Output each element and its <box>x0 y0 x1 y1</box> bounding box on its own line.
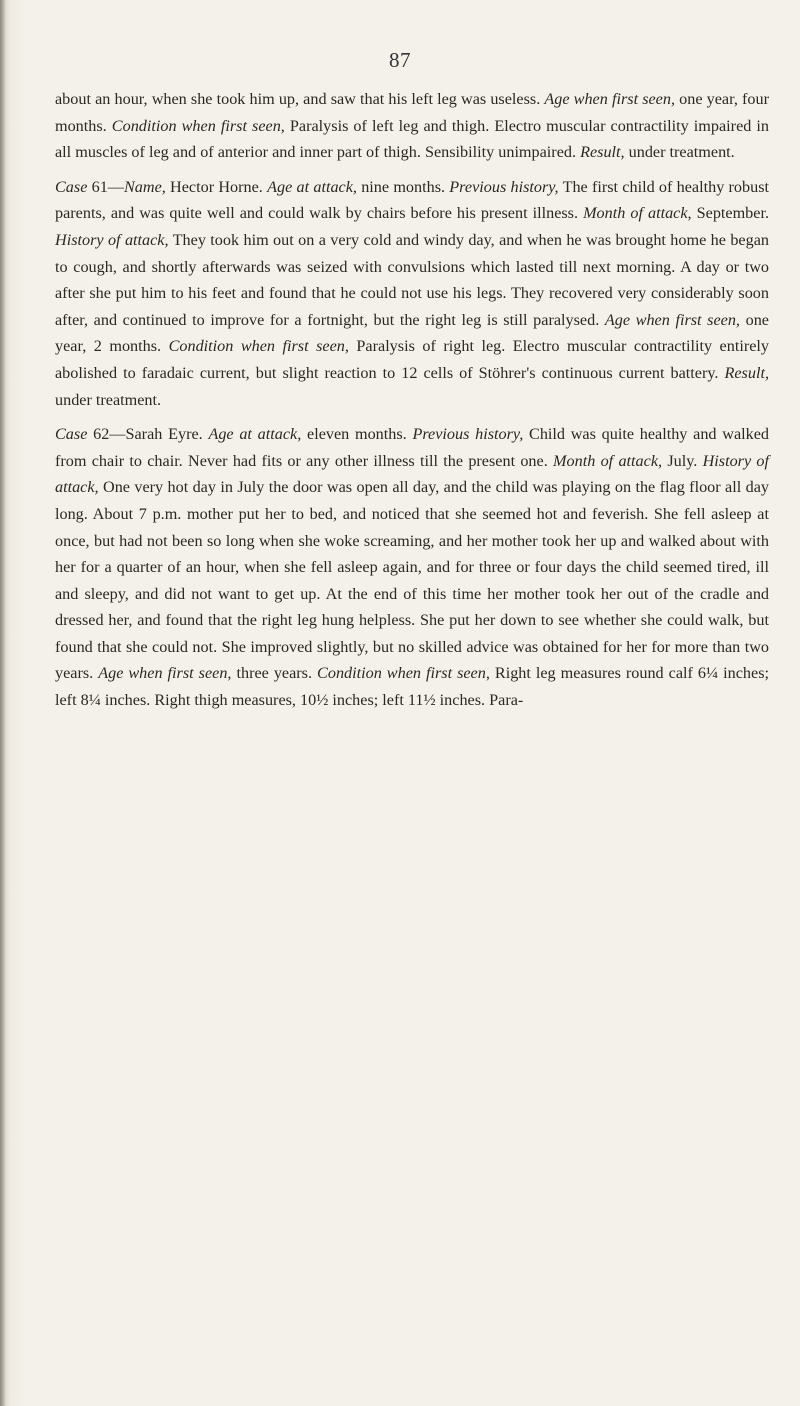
italic-run: Previous history, <box>412 425 524 444</box>
text-run: eleven months. <box>301 425 413 444</box>
text-run: three years. <box>231 664 318 683</box>
italic-run: Case <box>55 425 88 444</box>
text-run: 62—Sarah Eyre. <box>87 425 209 444</box>
italic-run: Previous history, <box>449 177 559 196</box>
text-run: Right leg measures round calf 6¼ inches; left 8¼ inches. Right thigh measures, 10½ inches; left 11½ inches. Para- <box>55 664 770 710</box>
text-run: Hector Horne. <box>165 177 268 196</box>
text-run: one year, 2 months. <box>55 310 769 356</box>
text-run: The first child of healthy robust parents, and was quite well and could walk by chairs before his present illness. <box>55 177 770 223</box>
italic-run: Case <box>55 177 88 196</box>
text-run: nine months. <box>356 177 450 196</box>
italic-run: Result, <box>580 143 625 162</box>
italic-run: Age at attack, <box>267 177 357 196</box>
italic-run: History of attack, <box>55 451 770 497</box>
italic-run: Month of attack, <box>583 204 692 223</box>
text-run: Paralysis of left leg and thigh. Electro muscular contractility impaired in all muscles of leg and of anterior and inner part of thigh. Sensibility unimpaired. <box>55 116 770 162</box>
text-run: September. <box>691 204 770 223</box>
text-run: Child was quite healthy and walked from chair to chair. Never had fits or any other illness till the present one. <box>55 425 770 470</box>
italic-run: Name, <box>124 177 166 196</box>
italic-run: Age when first seen, <box>604 310 740 329</box>
binding-shadow <box>0 0 6 1406</box>
page-number: 87 <box>389 48 411 72</box>
italic-run: Month of attack, <box>553 451 663 470</box>
text-run: under treatment. <box>624 143 735 162</box>
text-run: about an hour, when she took him up, and saw that his left leg was useless. <box>55 90 545 108</box>
text-run: One very hot day in July the door was open all day, and the child was playing on the flag floor all day long. About 7 p.m. mother put her to bed, and noticed that she seemed hot and feverish. She fell asleep at once, but had not been so long when she woke screaming, and her mother took her up and walked about with her for a quarter of an hour, when she fell asleep again, and for three or four days the child seemed tired, ill and sleepy, and did not want to get up. At the end of this time her mother took her out of the cradle and dressed her, and found that the right leg hung helpless. She put her down to see whether she could walk, but found that she could not. She improved slightly, but no skilled advice was obtained for her for more than two years. <box>55 478 769 683</box>
italic-run: Condition when first seen, <box>111 116 285 135</box>
italic-run: Age when first seen, <box>98 664 232 683</box>
italic-run: History of attack, <box>55 230 169 249</box>
text-run: July. <box>662 451 703 470</box>
italic-run: Condition when first seen, <box>317 664 490 683</box>
italic-run: Age when first seen, <box>544 90 676 108</box>
body-text <box>55 86 769 722</box>
italic-run: Condition when first seen, <box>168 337 349 356</box>
paragraph-case-60-continued <box>55 86 769 166</box>
italic-run: Result, <box>724 363 769 382</box>
paragraph-case-62 <box>55 421 769 714</box>
text-run: under treatment. <box>55 390 162 409</box>
paragraph-case-61 <box>55 174 769 413</box>
text-run: 61— <box>87 177 124 196</box>
italic-run: Age at attack, <box>208 425 302 444</box>
text-run: They took him out on a very cold and windy day, and when he was brought home he began to cough, and shortly afterwards was seized with convulsions which lasted till next morning. A day or two after she put him to his feet and found that he could not use his legs. They recovered very considerably soon after, and continued to improve for a fortnight, but the right leg is still paralysed. <box>55 230 769 329</box>
text-run: one year, four months. <box>55 90 769 135</box>
text-run: Paralysis of right leg. Electro muscular contractility entirely abolished to faradaic current, but slight reaction to 12 cells of Stöhrer's continuous current battery. <box>55 337 770 382</box>
